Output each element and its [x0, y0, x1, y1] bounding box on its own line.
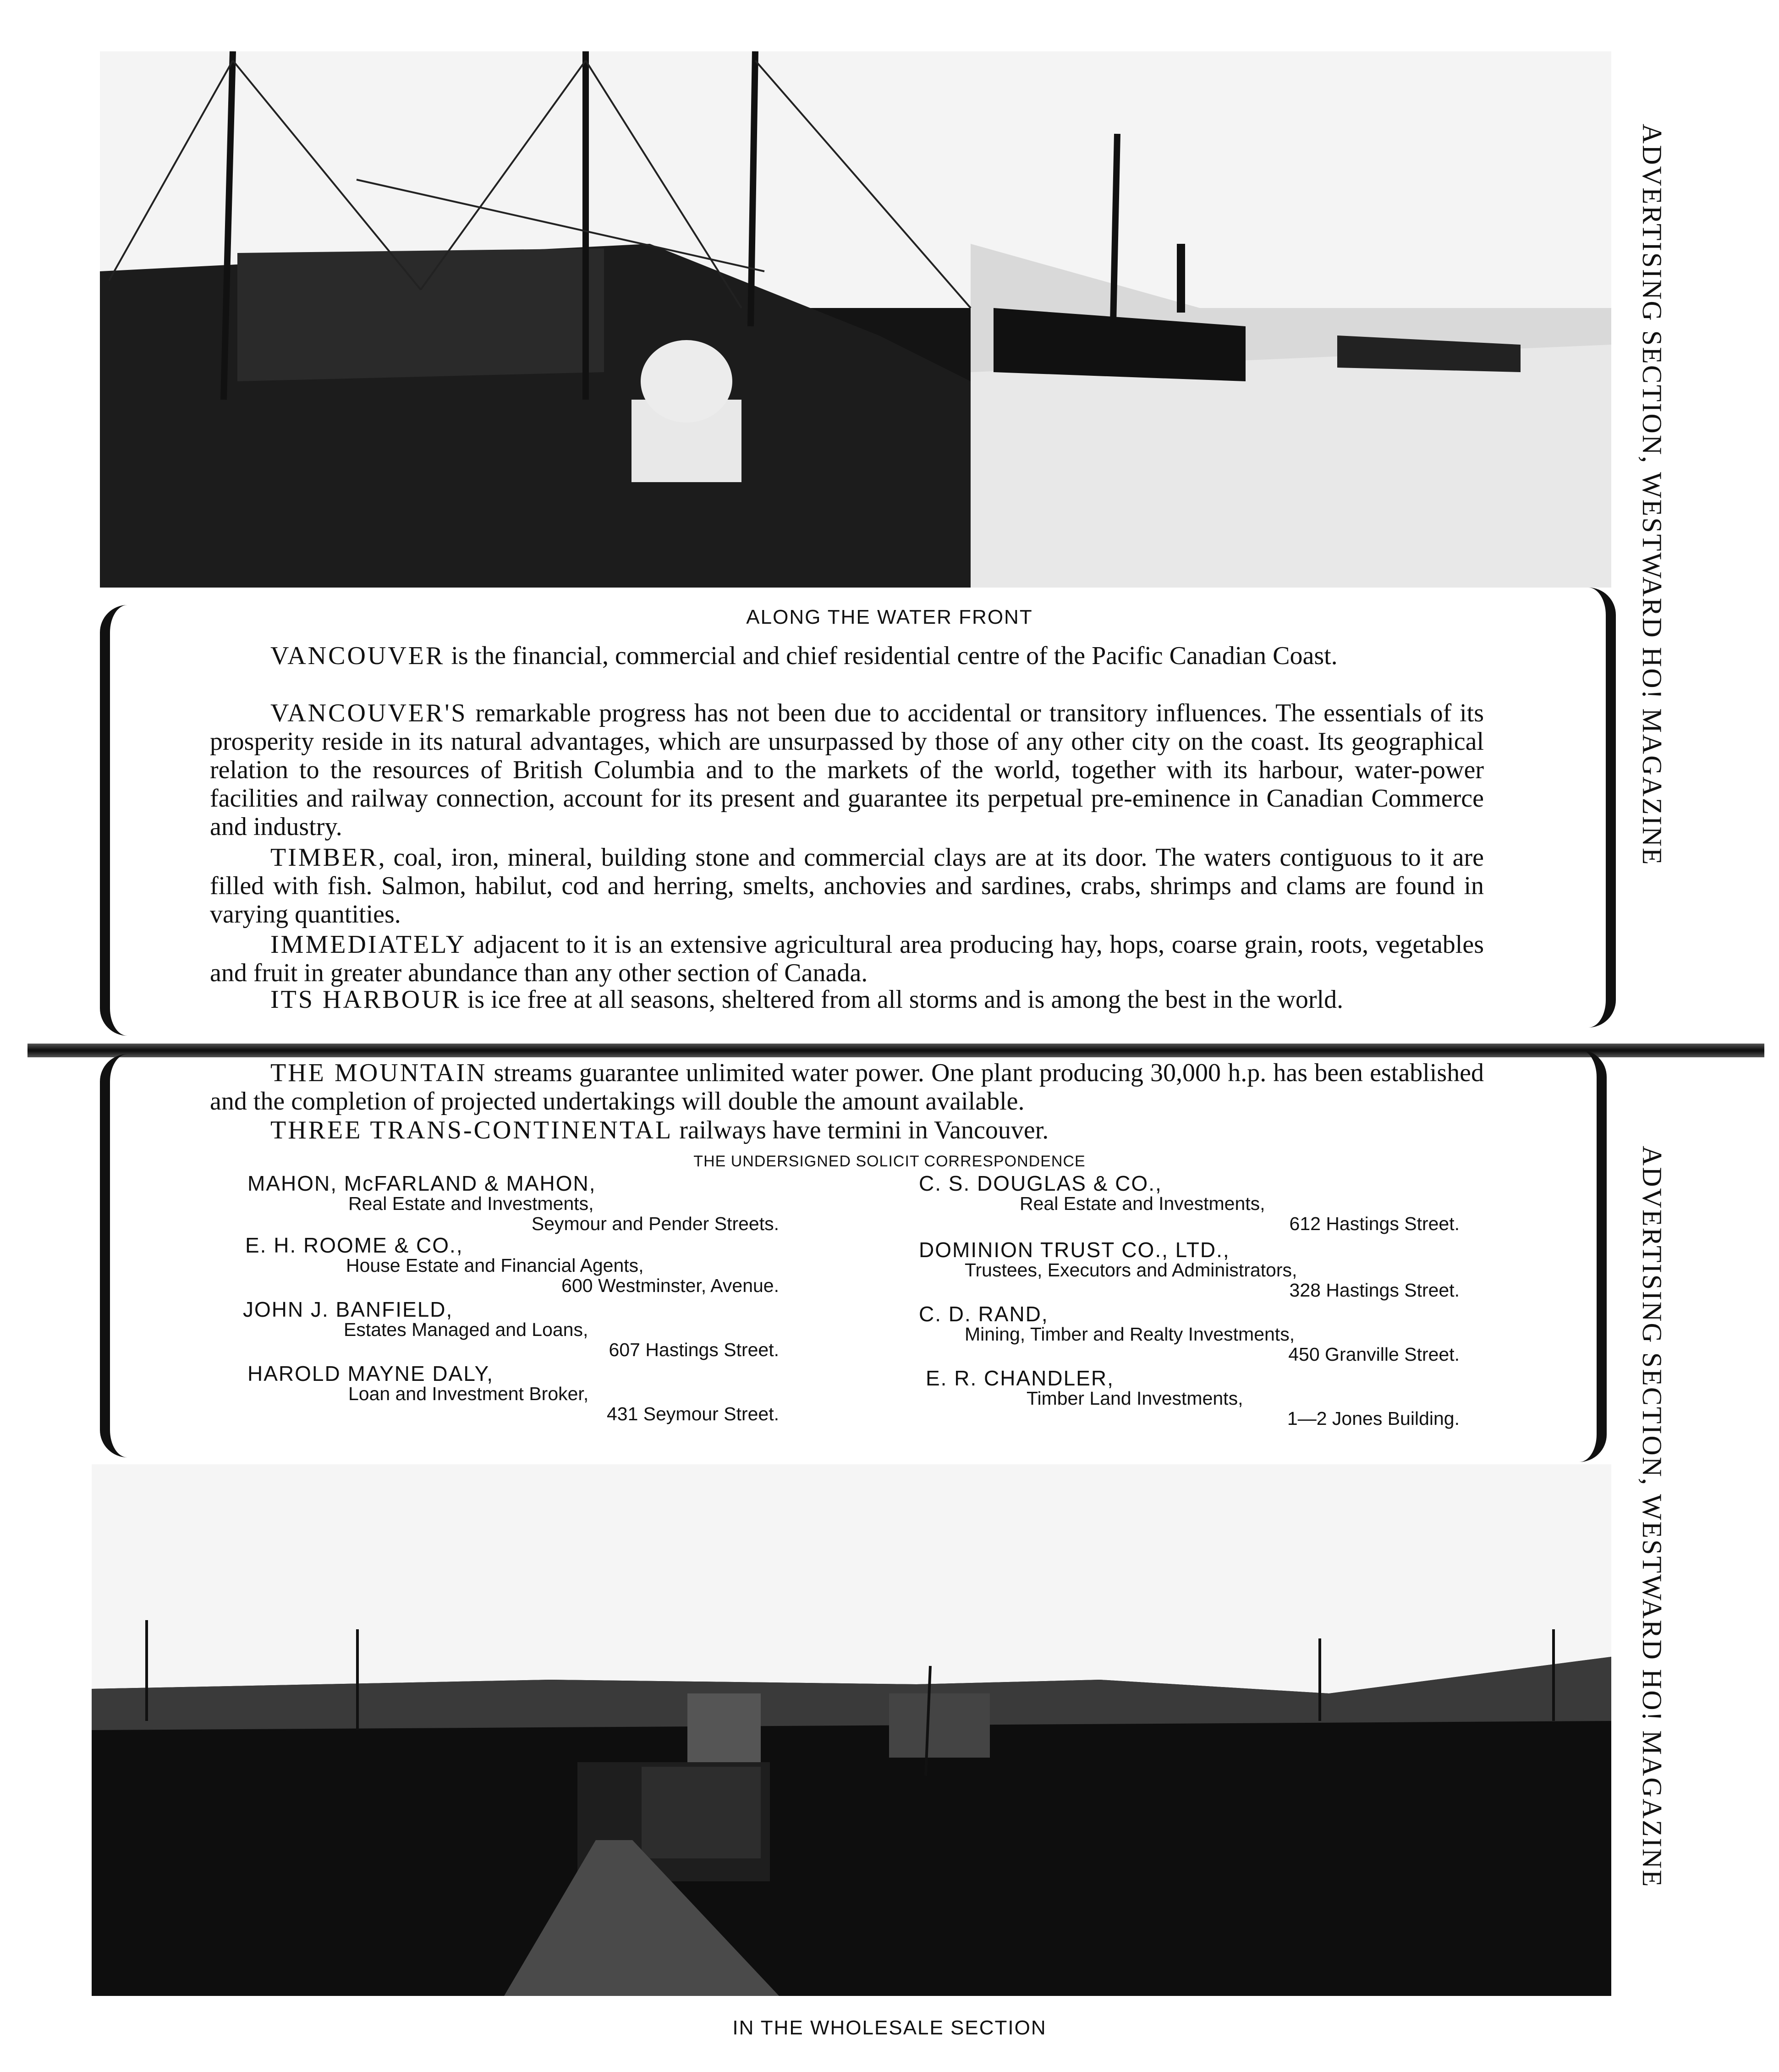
wholesale-photo: [92, 1464, 1611, 1996]
firm-description: Estates Managed and Loans,: [344, 1319, 588, 1340]
firm-description: Mining, Timber and Realty Investments,: [965, 1324, 1295, 1345]
running-title: ADVERTISING SECTION, WESTWARD HO! MAGAZINE: [1637, 1146, 1667, 1888]
waterfront-photo-drawing: [100, 51, 1611, 588]
bottom-photo-caption: IN THE WHOLESALE SECTION: [732, 2017, 1047, 2039]
firm-description: Real Estate and Investments,: [1020, 1193, 1265, 1214]
firm-address: Seymour and Pender Streets.: [531, 1213, 779, 1234]
firm-address: 612 Hastings Street.: [1289, 1213, 1460, 1234]
firm-address: 431 Seymour Street.: [606, 1403, 779, 1424]
firm-listing: [926, 1368, 1460, 1429]
firm-name: DOMINION TRUST CO., LTD.,: [919, 1238, 1230, 1262]
firm-name: C. D. RAND,: [919, 1302, 1049, 1326]
solicit-heading: THE UNDERSIGNED SOLICIT CORRESPONDENCE: [693, 1153, 1086, 1170]
firm-listing: [247, 1173, 779, 1234]
firm-address: 450 Granville Street.: [1288, 1344, 1460, 1365]
firm-listing: [919, 1173, 1460, 1234]
firm-listing: [919, 1240, 1460, 1300]
paragraph-progress: VANCOUVER'S remarkable progress has not been due to accidental or transitory influences. The essentials of its prosperity reside in its natural advantages, which are unsurpassed by those of any other city on the coast. Its geographical relation to the resources of British Columbia and to the markets of the world, together with its harbour, water-power facilities and railway connection, account for its present and guarantee its perpetual pre-eminence in Canadian Commerce and industry.: [210, 699, 1484, 841]
firm-address: 607 Hastings Street.: [609, 1339, 779, 1360]
firm-listing: [919, 1304, 1460, 1364]
firm-address: 328 Hastings Street.: [1289, 1280, 1460, 1301]
firm-name: E. H. ROOME & CO.,: [245, 1233, 463, 1257]
paragraph-railways: THREE TRANS-CONTINENTAL railways have termini in Vancouver.: [270, 1116, 1049, 1144]
running-title: ADVERTISING SECTION, WESTWARD HO! MAGAZINE: [1637, 124, 1667, 866]
paragraph-vancouver: VANCOUVER is the financial, commercial and chief residential centre of the Pacific Canadian Coast.: [270, 642, 1338, 670]
firm-listing: [247, 1363, 779, 1424]
firm-listing: [243, 1299, 779, 1360]
top-photo-caption: ALONG THE WATER FRONT: [746, 606, 1033, 628]
firm-listing: [245, 1235, 779, 1296]
firm-name: JOHN J. BANFIELD,: [243, 1297, 453, 1321]
firm-name: C. S. DOUGLAS & CO.,: [919, 1171, 1162, 1195]
firm-address: 1—2 Jones Building.: [1287, 1408, 1460, 1429]
page-fold: [27, 1044, 1764, 1057]
firm-name: E. R. CHANDLER,: [926, 1366, 1114, 1390]
right-frame-lower: [1576, 1050, 1607, 1462]
firm-description: Loan and Investment Broker,: [348, 1383, 589, 1404]
paragraph-harbour: ITS HARBOUR is ice free at all seasons, sheltered from all storms and is among the best in the world.: [270, 985, 1344, 1014]
right-frame-upper: [1586, 588, 1616, 1028]
paragraph-agriculture: IMMEDIATELY adjacent to it is an extensive agricultural area producing hay, hops, coarse grain, roots, vegetables and fruit in greater abundance than any other section of Canada.: [210, 930, 1484, 987]
firm-description: Trustees, Executors and Administrators,: [965, 1259, 1297, 1281]
paragraph-timber: TIMBER, coal, iron, mineral, building stone and commercial clays are at its door. The waters contiguous to it are filled with fish. Salmon, habilut, cod and herring, smelts, anchovies and sardines, crabs, shrimps and clams are found in varying quantities.: [210, 843, 1484, 929]
paragraph-water-power: THE MOUNTAIN streams guarantee unlimited water power. One plant producing 30,000 h.p. has been established and the completion of projected undertakings will double the amount available.: [210, 1059, 1484, 1116]
left-frame-upper: [100, 605, 130, 1036]
firm-name: MAHON, McFARLAND & MAHON,: [247, 1171, 596, 1195]
firm-description: Timber Land Investments,: [1027, 1388, 1243, 1409]
waterfront-photo: [100, 51, 1611, 588]
firm-description: Real Estate and Investments,: [348, 1193, 594, 1214]
firm-description: House Estate and Financial Agents,: [346, 1255, 644, 1276]
wholesale-photo-drawing: [92, 1464, 1611, 1996]
firm-address: 600 Westminster, Avenue.: [561, 1275, 779, 1296]
firm-name: HAROLD MAYNE DALY,: [247, 1362, 494, 1385]
left-frame-lower: [100, 1054, 130, 1457]
